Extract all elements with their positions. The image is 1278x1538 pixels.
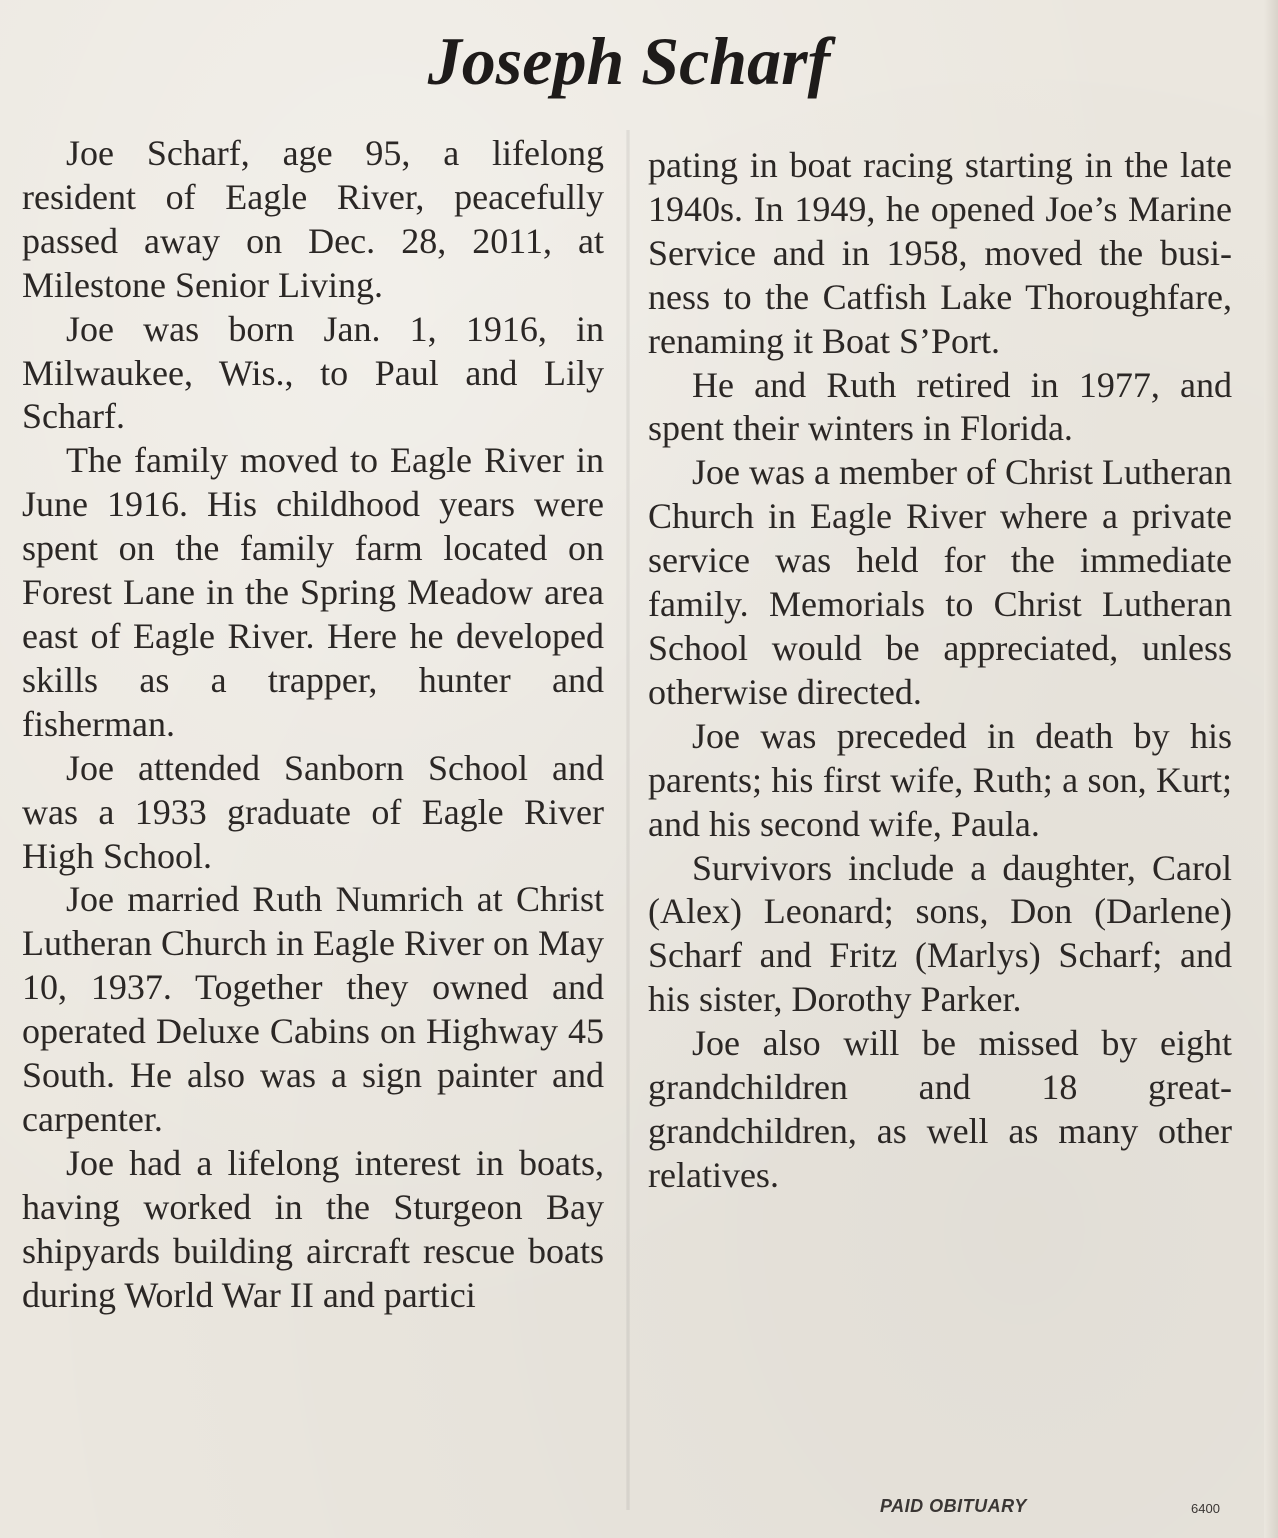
obituary-title: Joseph Scharf [427, 23, 831, 99]
ad-code: 6400 [1191, 1501, 1220, 1516]
paragraph: Joe attended Sanborn School and was a 1933 graduate of Eagle River High School. [22, 747, 604, 876]
column-fold [626, 130, 630, 1510]
paragraph: The family moved to Eagle River in June 1916. His childhood years were spent on the family farm located on Forest Lane in the Spring Meadow area east of Eagle River. Here he developed skills as a trapper, hunter and fisherman. [22, 440, 604, 744]
paragraph: Joe also will be missed by eight grandchildren and 18 great-grandchildren, as well as many other relatives. [648, 1023, 1232, 1195]
paragraph: Joe was preceded in death by his parents; his first wife, Ruth; a son, Kurt; and his second wife, Paula. [648, 715, 1232, 844]
paid-obituary-label: PAID OBITUARY [880, 1496, 1027, 1516]
paragraph: Joe was a member of Christ Lutheran Church in Eagle River where a private service was held for the immediate family. Memorials to Christ Lutheran School would be appreciated, unless otherwise directed. [648, 452, 1232, 712]
right-column [648, 144, 1232, 1198]
paragraph: pating in boat racing starting in the late 1940s. In 1949, he opened Joe’s Marine Service and in 1958, moved the business to the Catfish Lake Thoroughfare, renaming it Boat S’Port. [648, 145, 1232, 361]
paragraph: Survivors include a daughter, Carol (Alex) Leonard; sons, Don (Darlene) Scharf and Fritz (Marlys) Scharf; and his sister, Dorothy Parker. [648, 847, 1232, 1020]
left-column [22, 132, 604, 1317]
paragraph: He and Ruth retired in 1977, and spent their winters in Florida. [648, 364, 1232, 449]
page-edge [1264, 0, 1278, 1538]
paragraph: Joe had a lifelong interest in boats, having worked in the Sturgeon Bay shipyards building aircraft rescue boats during World War II and partici [22, 1142, 604, 1315]
paragraph: Joe Scharf, age 95, a lifelong resident of Eagle River, peacefully passed away on Dec. 28, 2011, at Milestone Senior Living. [22, 133, 604, 305]
paragraph: Joe was born Jan. 1, 1916, in Milwaukee, Wis., to Paul and Lily Scharf. [22, 308, 604, 437]
paragraph: Joe married Ruth Numrich at Christ Lutheran Church in Eagle River on May 10, 1937. Together they owned and operated Deluxe Cabins on Highway 45 South. He also was a sign painter and carpenter. [22, 879, 604, 1139]
